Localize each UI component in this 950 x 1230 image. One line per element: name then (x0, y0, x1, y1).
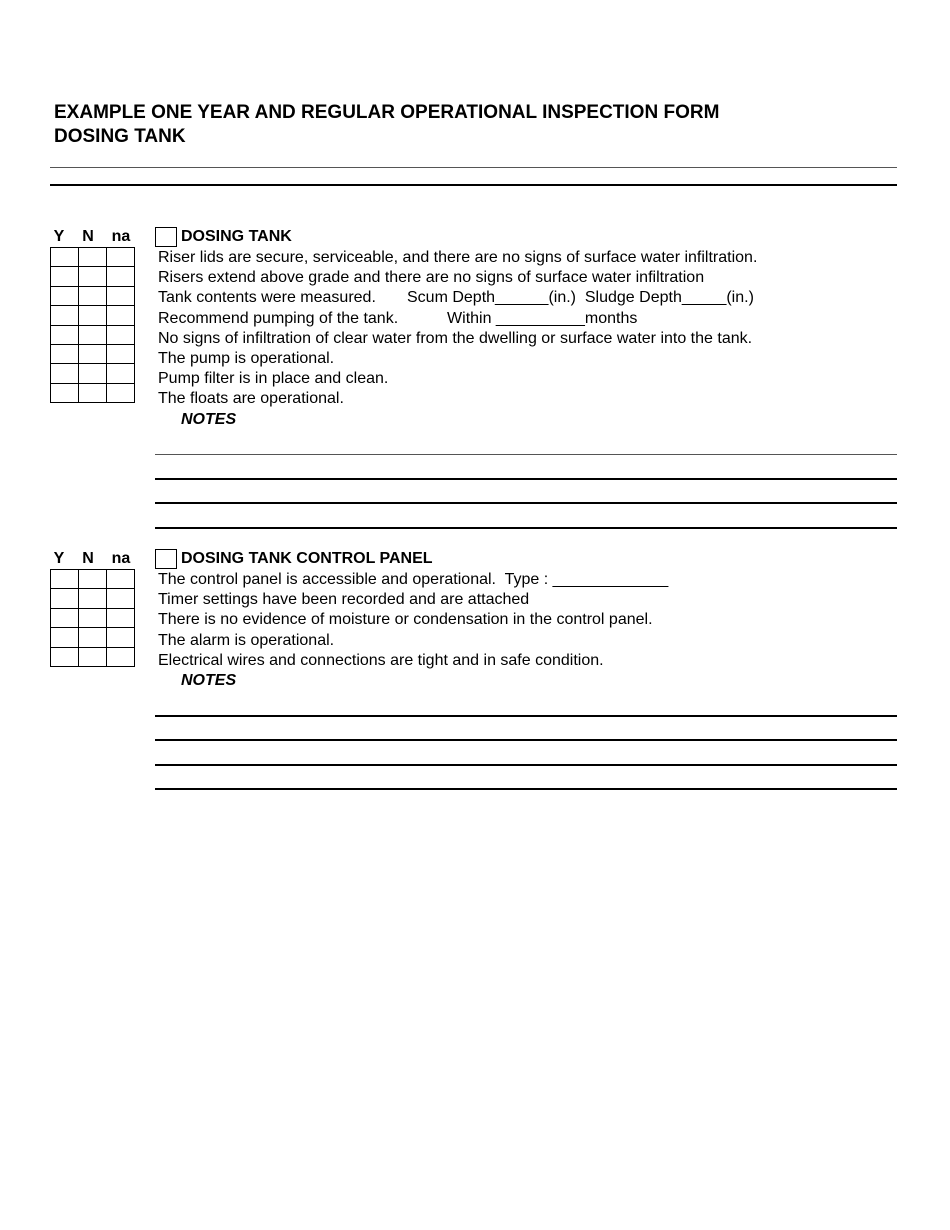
check-y[interactable] (51, 570, 79, 589)
check-na[interactable] (107, 570, 135, 589)
check-na[interactable] (107, 267, 135, 286)
column-y: Y (53, 550, 65, 567)
notes-line[interactable] (155, 527, 897, 529)
check-y[interactable] (51, 608, 79, 627)
notes-line[interactable] (155, 502, 897, 504)
check-y[interactable] (51, 647, 79, 666)
column-n: N (82, 550, 94, 567)
form-title (54, 101, 719, 149)
check-na[interactable] (107, 608, 135, 627)
column-y: Y (53, 228, 65, 245)
table-row (51, 286, 135, 305)
table-row (51, 325, 135, 344)
notes-line[interactable] (155, 454, 897, 455)
check-n[interactable] (79, 325, 107, 344)
notes-line[interactable] (155, 788, 897, 790)
table-row (51, 306, 135, 325)
notes-line[interactable] (155, 715, 897, 717)
check-y[interactable] (51, 248, 79, 267)
list-item: Tank contents were measured. Scum Depth______(in.) Sludge Depth_____(in.) (158, 289, 754, 307)
column-n: N (82, 228, 94, 245)
table-row (51, 608, 135, 627)
check-na[interactable] (107, 248, 135, 267)
notes-line[interactable] (155, 764, 897, 766)
checklist-grid (50, 569, 135, 667)
check-n[interactable] (79, 383, 107, 402)
list-item: Risers extend above grade and there are no signs of surface water infiltration (158, 269, 705, 287)
check-na[interactable] (107, 364, 135, 383)
table-row (51, 570, 135, 589)
check-na[interactable] (107, 589, 135, 608)
table-row (51, 647, 135, 666)
list-item: There is no evidence of moisture or condensation in the control panel. (158, 611, 653, 629)
check-n[interactable] (79, 248, 107, 267)
list-item: Riser lids are secure, serviceable, and there are no signs of surface water infiltration. (158, 249, 758, 266)
check-n[interactable] (79, 306, 107, 325)
checklist-items (158, 248, 757, 410)
check-y[interactable] (51, 383, 79, 402)
check-n[interactable] (79, 570, 107, 589)
check-na[interactable] (107, 383, 135, 402)
table-row (51, 628, 135, 647)
list-item: Recommend pumping of the tank. Within __________months (158, 309, 638, 327)
table-row (51, 267, 135, 286)
list-item: The alarm is operational. (158, 631, 335, 649)
check-y[interactable] (51, 344, 79, 363)
checklist-grid (50, 247, 135, 403)
ynna-header (50, 227, 138, 247)
notes-label: NOTES (181, 672, 237, 689)
section-title: DOSING TANK CONTROL PANEL (181, 550, 433, 567)
ynna-header (50, 549, 138, 569)
check-n[interactable] (79, 364, 107, 383)
section-checkbox[interactable] (155, 227, 177, 247)
table-row (51, 589, 135, 608)
check-na[interactable] (107, 306, 135, 325)
column-na: na (111, 550, 131, 567)
list-item: The pump is operational. (158, 350, 335, 368)
check-na[interactable] (107, 344, 135, 363)
list-item: Timer settings have been recorded and are attached (158, 591, 530, 609)
check-na[interactable] (107, 325, 135, 344)
check-y[interactable] (51, 306, 79, 325)
column-na: na (111, 228, 131, 245)
list-item: Electrical wires and connections are tight and in safe condition. (158, 651, 604, 669)
check-y[interactable] (51, 589, 79, 608)
check-na[interactable] (107, 286, 135, 305)
check-y[interactable] (51, 267, 79, 286)
list-item: No signs of infiltration of clear water from the dwelling or surface water into the tank. (158, 329, 753, 347)
check-na[interactable] (107, 647, 135, 666)
notes-line[interactable] (155, 739, 897, 741)
check-n[interactable] (79, 628, 107, 647)
list-item: Pump filter is in place and clean. (158, 370, 389, 388)
check-y[interactable] (51, 286, 79, 305)
list-item: The control panel is accessible and operational. Type : _____________ (158, 571, 669, 588)
list-item: The floats are operational. (158, 390, 344, 408)
table-row (51, 383, 135, 402)
table-row (51, 364, 135, 383)
table-row (51, 344, 135, 363)
section-checkbox[interactable] (155, 549, 177, 569)
check-y[interactable] (51, 628, 79, 647)
table-row (51, 248, 135, 267)
check-y[interactable] (51, 364, 79, 383)
header-divider-bottom (50, 184, 897, 186)
section-title: DOSING TANK (181, 228, 292, 245)
check-n[interactable] (79, 286, 107, 305)
form-title-line-1: EXAMPLE ONE YEAR AND REGULAR OPERATIONAL INSPECTION FORM (54, 102, 720, 123)
form-title-line-2: DOSING TANK (54, 126, 186, 147)
notes-label: NOTES (181, 411, 237, 428)
check-n[interactable] (79, 267, 107, 286)
check-n[interactable] (79, 589, 107, 608)
check-n[interactable] (79, 344, 107, 363)
notes-line[interactable] (155, 478, 897, 480)
check-n[interactable] (79, 608, 107, 627)
check-y[interactable] (51, 325, 79, 344)
check-n[interactable] (79, 647, 107, 666)
header-divider-top (50, 167, 897, 168)
check-na[interactable] (107, 628, 135, 647)
checklist-items (158, 570, 668, 671)
